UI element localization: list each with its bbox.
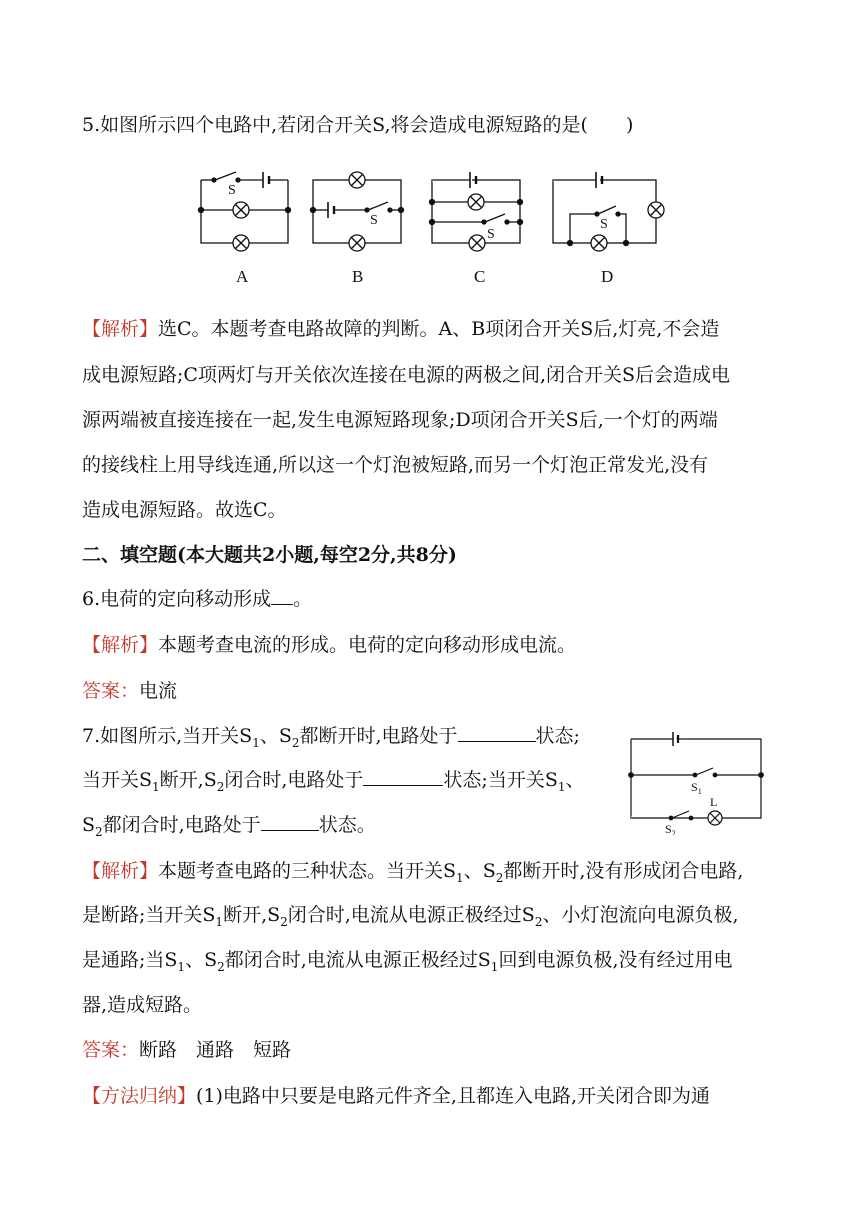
analysis-tag: 【解析】 <box>82 318 159 340</box>
circuit-c-switch-label: S <box>487 227 495 242</box>
method-text: (1)电路中只要是电路元件齐全,且都连入电路,开关闭合即为通 <box>196 1085 711 1107</box>
q7-text: 当开关S <box>82 769 153 791</box>
analysis-text: 选C。本题考查电路故障的判断。A、B项闭合开关S后,灯亮,不会造 <box>158 318 720 340</box>
q6-stem <box>82 584 312 614</box>
subscript: 2 <box>291 735 300 750</box>
analysis-tag: 【解析】 <box>82 634 159 656</box>
circuit-d-switch-label: S <box>600 217 608 232</box>
q7-analysis-line-3 <box>82 945 732 982</box>
subscript: 2 <box>217 959 225 974</box>
subscript: 2 <box>216 779 225 794</box>
fig-s1-label: $S_1$ <box>691 780 702 796</box>
q7-circuit-figure <box>625 725 765 835</box>
subscript: 2 <box>280 914 288 929</box>
analysis-text: 都闭合时,电流从电源正极经过S <box>224 949 491 971</box>
analysis-text: 是断路;当开关S <box>82 904 216 926</box>
q7-text: 、S <box>259 725 292 747</box>
analysis-text: 断开,S <box>223 904 281 926</box>
q7-text: 状态; <box>535 725 580 747</box>
q7-text: 断开,S <box>159 769 217 791</box>
subscript: 1 <box>252 735 260 750</box>
analysis-text: 、小灯泡流向电源负极, <box>542 904 739 926</box>
analysis-text: 本题考查电流的形成。电荷的定向移动形成电流。 <box>158 634 577 656</box>
analysis-text: 、S <box>185 949 218 971</box>
analysis-tag: 【解析】 <box>82 860 159 882</box>
q6-stem-text: 6.电荷的定向移动形成 <box>82 588 272 610</box>
q6-blank[interactable] <box>271 584 293 605</box>
q7-line-2 <box>82 765 585 802</box>
q5-analysis-line-2: 成电源短路;C项两灯与开关依次连接在电源的两极之间,闭合开关S后会造成电 <box>82 364 730 386</box>
q7-text: 状态。 <box>318 814 376 836</box>
circuit-b-label: B <box>352 267 364 286</box>
answer-text: 断路 通路 短路 <box>139 1039 292 1061</box>
subscript: 1 <box>557 779 566 794</box>
q5-stem: 5.如图所示四个电路中,若闭合开关S,将会造成电源短路的是( ) <box>82 114 634 136</box>
q7-text: 都断开时,电路处于 <box>299 725 458 747</box>
q7-analysis-line-2 <box>82 900 739 937</box>
q7-text: S <box>82 814 96 836</box>
analysis-text: 本题考查电路的三种状态。当开关S <box>158 860 457 882</box>
q7-line-1 <box>82 721 580 758</box>
subscript: 2 <box>95 824 103 839</box>
subscript: 1 <box>177 959 186 974</box>
q5-analysis-line-3: 源两端被直接连接在一起,发生电源短路现象;D项闭合开关S后,一个灯的两端 <box>82 409 718 431</box>
q7-text: 状态;当开关S <box>443 769 558 791</box>
q5-analysis-line-4: 的接线柱上用导线连通,所以这一个灯泡被短路,而另一个灯泡正常发光,没有 <box>82 454 709 476</box>
q7-text: 闭合时,电路处于 <box>224 769 364 791</box>
analysis-text: 闭合时,电流从电源正极经过S <box>287 904 535 926</box>
answer-tag: 答案： <box>82 680 140 702</box>
section-title: 二、填空题(本大题共2小题,每空2分,共8分) <box>82 544 457 566</box>
analysis-text: 、S <box>463 860 496 882</box>
subscript: 1 <box>152 779 160 794</box>
q7-blank-2[interactable] <box>363 765 443 786</box>
q5-analysis-line-5: 造成电源短路。故选C。 <box>82 499 287 521</box>
circuit-d <box>553 172 664 286</box>
circuit-a <box>199 172 291 286</box>
q7-text: 都闭合时,电路处于 <box>102 814 261 836</box>
method-summary <box>82 1081 710 1111</box>
q7-analysis-line-4: 器,造成短路。 <box>82 994 203 1016</box>
circuit-d-label: D <box>601 267 614 286</box>
circuit-b <box>311 172 404 286</box>
fig-lamp-label: L <box>710 795 718 809</box>
q7-text: 、 <box>565 769 585 791</box>
analysis-text: 都断开时,没有形成闭合电路, <box>503 860 744 882</box>
fig-s2-label: $S_2$ <box>665 822 676 835</box>
q7-line-3 <box>82 810 376 847</box>
q6-answer <box>82 676 177 706</box>
analysis-text: 回到电源负极,没有经过用电 <box>498 949 733 971</box>
circuit-c-label: C <box>474 267 486 286</box>
subscript: 2 <box>495 870 504 885</box>
q7-blank-3[interactable] <box>261 810 319 831</box>
circuit-a-switch-label: S <box>228 183 236 198</box>
q7-answer <box>82 1035 291 1065</box>
q6-analysis <box>82 630 576 660</box>
subscript: 2 <box>534 914 543 929</box>
subscript: 1 <box>215 914 224 929</box>
answer-tag: 答案： <box>82 1039 140 1061</box>
circuit-c <box>430 172 523 286</box>
q5-circuit-figure <box>0 160 860 300</box>
q7-blank-1[interactable] <box>458 721 536 742</box>
answer-text: 电流 <box>139 680 178 702</box>
subscript: 1 <box>490 959 499 974</box>
circuit-a-label: A <box>236 267 249 286</box>
analysis-text: 是通路;当S <box>82 949 178 971</box>
method-tag: 【方法归纳】 <box>82 1085 197 1107</box>
subscript: 1 <box>456 870 464 885</box>
q5-analysis-line-1 <box>82 314 719 344</box>
q6-stem-end: 。 <box>293 588 313 610</box>
q7-text: 7.如图所示,当开关S <box>82 725 253 747</box>
q7-analysis-line-1 <box>82 856 743 893</box>
circuit-b-switch-label: S <box>370 213 378 228</box>
